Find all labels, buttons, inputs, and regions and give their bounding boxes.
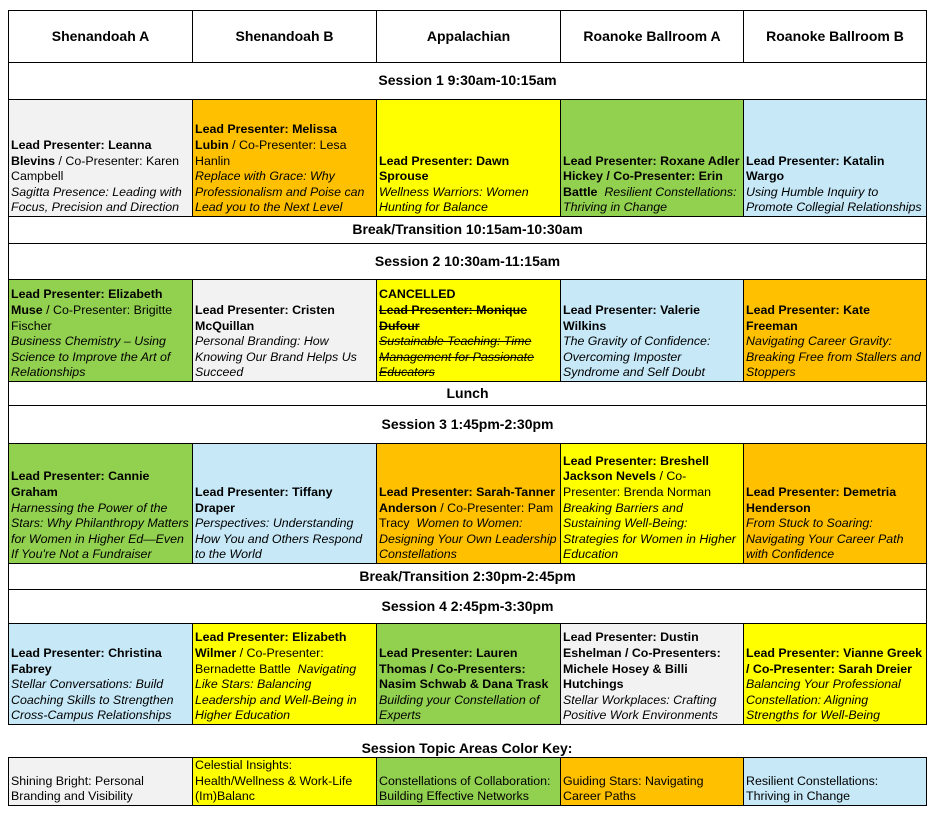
session-cell: Lead Presenter: Lauren Thomas / Co-Presenters: Nasim Schwab & Dana Trask Building your Constellation of Experts (377, 624, 561, 725)
session-title: Session 1 9:30am-10:15am (9, 63, 927, 100)
key-item: Shining Bright: Personal Branding and Visibility (9, 758, 193, 806)
color-key-table (8, 757, 927, 806)
key-item: Resilient Constellations: Thriving in Change (744, 758, 927, 806)
schedule-table (8, 10, 927, 725)
session-1-header (9, 63, 927, 100)
session-cell: Lead Presenter: Breshell Jackson Nevels / Co-Presenter: Brenda Norman Breaking Barriers and Sustaining Well-Being: Strategies for Women in Higher Education (561, 444, 744, 564)
session-cell: Lead Presenter: Vianne Greek / Co-Presenter: Sarah Dreier Balancing Your Professional Constellation: Aligning Strengths for Well-Being (744, 624, 927, 725)
color-key-row (9, 758, 927, 806)
session-cell: Lead Presenter: Kate Freeman Navigating Career Gravity: Breaking Free from Stallers and Stoppers (744, 280, 927, 382)
room-header: Shenandoah B (193, 11, 377, 63)
session-title: Session 3 1:45pm-2:30pm (9, 406, 927, 444)
room-header: Appalachian (377, 11, 561, 63)
break-label: Break/Transition 2:30pm-2:45pm (9, 564, 927, 590)
room-header: Shenandoah A (9, 11, 193, 63)
cancelled-label: CANCELLED (379, 287, 456, 302)
cancelled-session-cell: CANCELLED Lead Presenter: Monique Dufour Sustainable Teaching: Time Management for Passionate Educators (377, 280, 561, 382)
session-cell: Lead Presenter: Christina Fabrey Stellar Conversations: Build Coaching Skills to Strengthen Cross-Campus Relationships (9, 624, 193, 725)
session-cell: Lead Presenter: Demetria Henderson From Stuck to Soaring: Navigating Your Career Path with Confidence (744, 444, 927, 564)
session-cell: Lead Presenter: Elizabeth Wilmer / Co-Presenter: Bernadette Battle Navigating Like Stars: Balancing Leadership and Well-Being in Higher Education (193, 624, 377, 725)
lunch-row (9, 382, 927, 406)
session-4-row (9, 624, 927, 725)
session-cell: Lead Presenter: Dustin Eshelman / Co-Presenters: Michele Hosey & Billi Hutchings Stellar Workplaces: Crafting Positive Work Environments (561, 624, 744, 725)
session-2-row (9, 280, 927, 382)
key-item: Celestial Insights: Health/Wellness & Work-Life (Im)Balanc (193, 758, 377, 806)
session-3-header (9, 406, 927, 444)
session-cell: Lead Presenter: Katalin Wargo Using Humble Inquiry to Promote Collegial Relationships (744, 100, 927, 217)
lunch-label: Lunch (9, 382, 927, 406)
session-cell: Lead Presenter: Dawn Sprouse Wellness Warriors: Women Hunting for Balance (377, 100, 561, 217)
break-label: Break/Transition 10:15am-10:30am (9, 217, 927, 244)
session-cell: Lead Presenter: Cannie Graham Harnessing the Power of the Stars: Why Philanthropy Matters for Women in Higher Ed—Even If You're Not a Fundraiser (9, 444, 193, 564)
session-cell: Lead Presenter: Melissa Lubin / Co-Presenter: Lesa Hanlin Replace with Grace: Why Professionalism and Poise can Lead you to the Next Level (193, 100, 377, 217)
break-row (9, 217, 927, 244)
session-cell: Lead Presenter: Leanna Blevins / Co-Presenter: Karen Campbell Sagitta Presence: Leading with Focus, Precision and Direction (9, 100, 193, 217)
session-cell: Lead Presenter: Sarah-Tanner Anderson / Co-Presenter: Pam Tracy Women to Women: Designing Your Own Leadership Constellations (377, 444, 561, 564)
session-3-row (9, 444, 927, 564)
session-cell: Lead Presenter: Cristen McQuillan Personal Branding: How Knowing Our Brand Helps Us Succeed (193, 280, 377, 382)
room-header-row (9, 11, 927, 63)
key-item: Guiding Stars: Navigating Career Paths (561, 758, 744, 806)
color-key-title: Session Topic Areas Color Key: (361, 740, 573, 756)
session-cell: Lead Presenter: Roxane Adler Hickey / Co-Presenter: Erin Battle Resilient Constellations: Thriving in Change (561, 100, 744, 217)
session-2-header (9, 244, 927, 280)
session-4-header (9, 590, 927, 624)
break-row (9, 564, 927, 590)
session-1-row (9, 100, 927, 217)
session-cell: Lead Presenter: Elizabeth Muse / Co-Presenter: Brigitte Fischer Business Chemistry – Using Science to Improve the Art of Relationships (9, 280, 193, 382)
session-title: Session 4 2:45pm-3:30pm (9, 590, 927, 624)
room-header: Roanoke Ballroom B (744, 11, 927, 63)
session-cell: Lead Presenter: Tiffany Draper Perspectives: Understanding How You and Others Respond to the World (193, 444, 377, 564)
session-cell: Lead Presenter: Valerie Wilkins The Gravity of Confidence: Overcoming Imposter Syndrome and Self Doubt (561, 280, 744, 382)
session-title: Session 2 10:30am-11:15am (9, 244, 927, 280)
room-header: Roanoke Ballroom A (561, 11, 744, 63)
key-item: Constellations of Collaboration: Building Effective Networks (377, 758, 561, 806)
